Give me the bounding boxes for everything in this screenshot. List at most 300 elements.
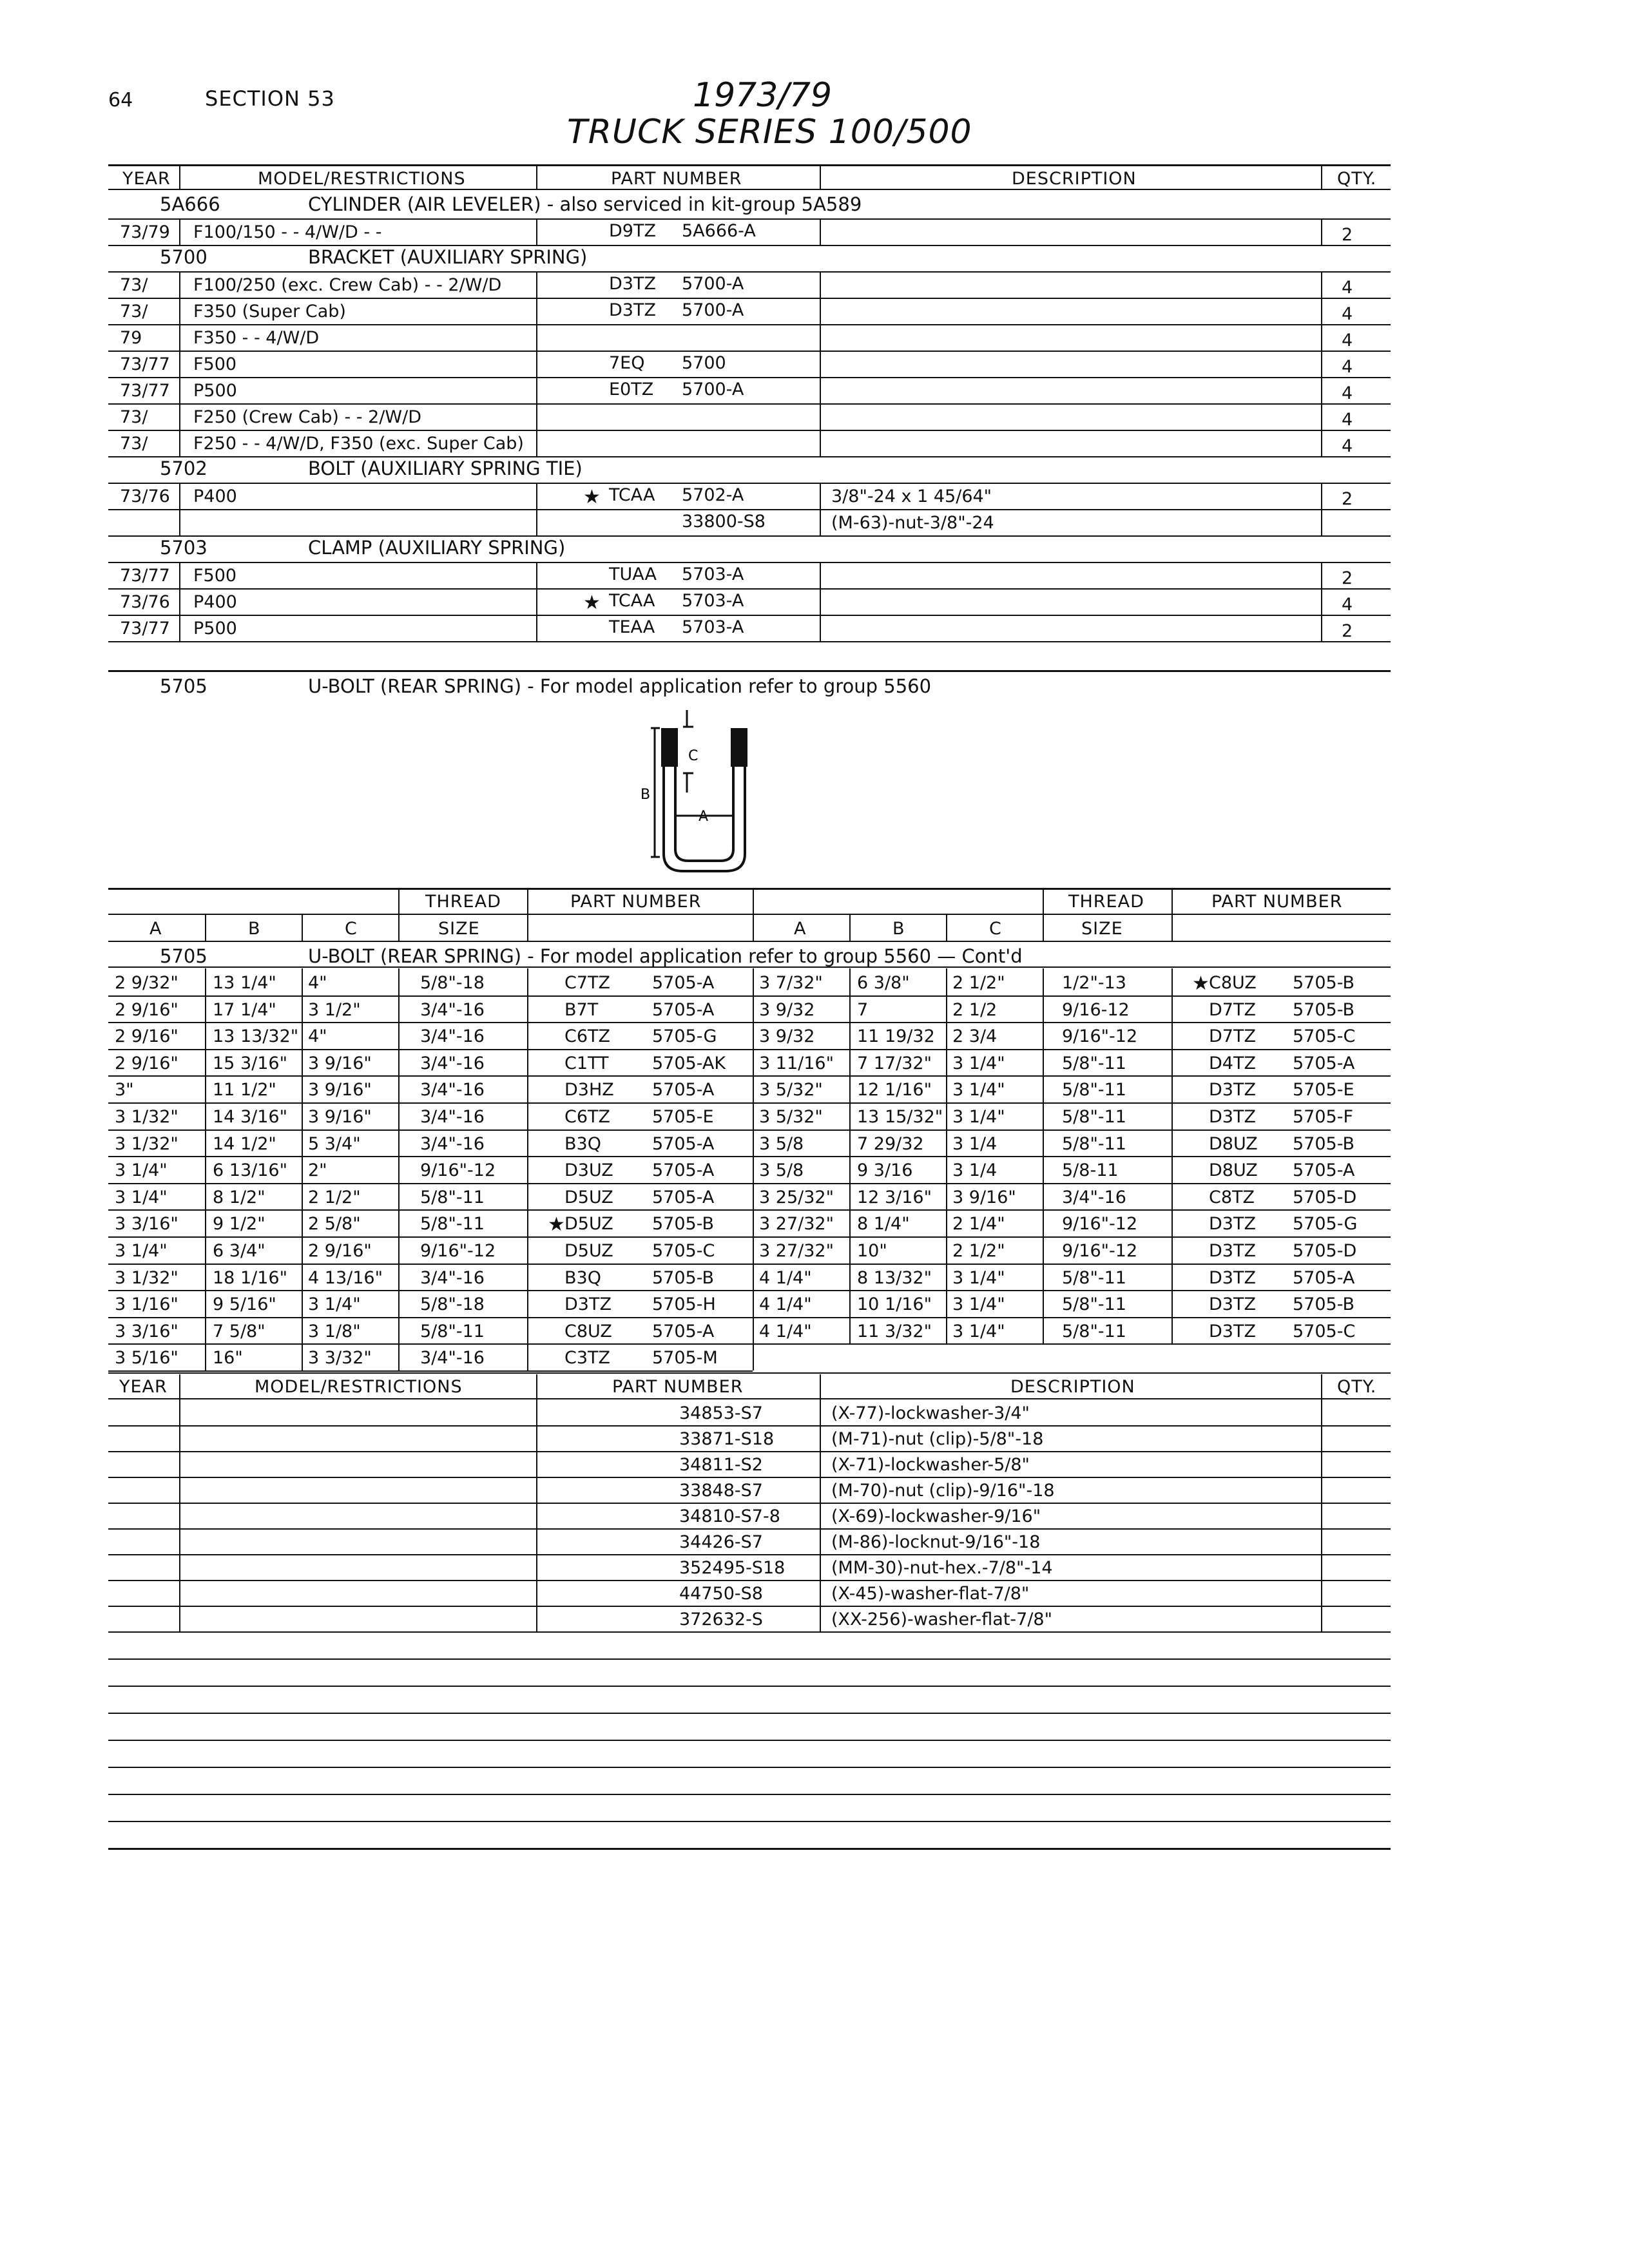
ubolt-cell-a2: 4 1/4" [759,1294,812,1314]
ubolt-cell-b2: 9 3/16 [857,1160,913,1180]
col-rule [1321,218,1322,245]
ubolt-cell-b: 6 13/16" [213,1160,287,1180]
ubolt-cell-n: 5705-A [652,1080,715,1100]
row-qty: 4 [1342,383,1353,403]
part-number-header-left: PART NUMBER [570,892,702,912]
ubolt-cell-a2: 3 9/32 [759,1000,815,1020]
ubolt-cell-b2: 13 15/32" [857,1107,943,1127]
row-rule [108,1631,1391,1633]
hw-description: (X-71)-lockwasher-5/8" [831,1455,1030,1475]
ubolt-cell-c: 3 1/2" [308,1000,361,1020]
col-rule [205,968,206,1370]
hw-part-number: 34426-S7 [679,1532,763,1552]
ubolt-cell-b2: 8 13/32" [857,1268,932,1288]
group-title: BOLT (AUXILIARY SPRING TIE) [308,457,583,479]
hw-part-number: 33871-S18 [679,1429,775,1449]
ubolt-cell-t2: 5/8"-11 [1062,1134,1126,1154]
row-rule [108,1606,1391,1607]
ubolt-cell-n2: 5705-B [1293,1294,1355,1314]
row-rule [108,271,1391,273]
ubolt-cell-t2: 5/8"-11 [1062,1268,1126,1288]
dim-label-c: C [688,748,699,764]
ubolt-cell-b2: 7 [857,1000,869,1020]
col-rule [536,562,537,641]
ubolt-cont-code: 5705 [160,945,207,967]
blank-rule [108,1767,1391,1768]
ubolt-cell-b: 11 1/2" [213,1080,276,1100]
row-rule [108,1264,1391,1265]
ubolt-cell-c2: 3 1/4 [952,1134,998,1154]
ubolt-cell-p2: D3TZ [1209,1214,1256,1234]
ubolt-cell-c2: 3 1/4" [952,1268,1005,1288]
col-rule [1321,562,1322,641]
group-code: 5A666 [160,193,220,215]
hw-description: (X-77)-lockwasher-3/4" [831,1403,1030,1423]
ubolt-cell-p: B3Q [564,1268,601,1288]
ubolt-cell-n2: 5705-D [1293,1187,1357,1207]
ubolt-cell-n: 5705-A [652,1160,715,1180]
ubolt-cell-b2: 12 1/16" [857,1080,932,1100]
row-year: 73/ [120,275,148,295]
ubolt-cell-p2: D3TZ [1209,1268,1256,1288]
ubolt-cell-n2: 5705-B [1293,973,1355,993]
ubolt-cell-a2: 3 9/32 [759,1026,815,1046]
row-model: P400 [193,486,237,506]
hw-col-header-part-number: PART NUMBER [612,1377,744,1397]
ubolt-cell-c2: 3 1/4" [952,1294,1005,1314]
ubolt-cell-a: 3 1/4" [115,1187,168,1207]
ubolt-cell-c: 2 9/16" [308,1241,372,1261]
col-rule [820,218,821,245]
ubolt-cell-t: 3/4"-16 [420,1053,485,1073]
row-rule [108,483,1391,484]
hw-part-number: 33848-S7 [679,1481,763,1501]
ubolt-cell-a2: 3 25/32" [759,1187,834,1207]
ubolt-cell-b: 18 1/16" [213,1268,287,1288]
ubolt-cell-p2: D3TZ [1209,1080,1256,1100]
row-year: 73/ [120,302,148,322]
ubolt-cell-a: 2 9/16" [115,1053,178,1073]
hw-part-number: 44750-S8 [679,1584,763,1604]
size-header-left: SIZE [438,919,480,939]
group-code: 5703 [160,537,207,559]
row-qty: 2 [1342,621,1353,641]
ubolt-cell-n2: 5705-D [1293,1241,1357,1261]
row-part-number: 5700 [682,353,726,373]
row-rule [108,430,1391,431]
ubolt-cell-b2: 10 1/16" [857,1294,932,1314]
ubolt-cell-p: C3TZ [564,1348,611,1368]
row-rule [108,1580,1391,1581]
section-label: SECTION 53 [205,86,335,111]
dim-label-a: A [699,809,709,825]
ubolt-cell-c2: 2 1/2 [952,1000,998,1020]
ubolt-cell-c2: 3 1/4" [952,1053,1005,1073]
ubolt-cell-n: 5705-A [652,1134,715,1154]
col-rule [536,1399,537,1631]
row-rule [108,298,1391,299]
ubolt-cell-n: 5705-AK [652,1053,726,1073]
ubolt-cell-t: 9/16"-12 [420,1241,496,1261]
ubolt-cell-a2: 4 1/4" [759,1268,812,1288]
ubolt-cell-p: C7TZ [564,973,611,993]
ubolt-cell-n: 5705-A [652,1000,715,1020]
group-code: 5700 [160,246,207,268]
ubolt-cell-c: 3 9/16" [308,1080,372,1100]
row-part-number: 5A666-A [682,221,756,241]
ubolt-cell-n: 5705-A [652,973,715,993]
ubolt-cell-b: 16" [213,1348,243,1368]
row-rule [108,588,1391,590]
ubolt-cell-a: 3" [115,1080,134,1100]
row-rule [108,324,1391,325]
ubolt-cell-p: C1TT [564,1053,609,1073]
row-part-prefix: TEAA [609,617,655,637]
ubolt-cell-t2: 1/2"-13 [1062,973,1126,993]
col-header-c-left: C [345,919,358,939]
row-part-number: 5703-A [682,617,744,637]
ubolt-cell-b: 14 1/2" [213,1134,276,1154]
row-year: 73/ [120,407,148,427]
ubolt-cell-p: D5UZ [564,1241,613,1261]
ubolt-cell-a: 2 9/16" [115,1026,178,1046]
col-rule [179,562,180,641]
col-rule [527,968,528,1370]
row-rule [108,1156,1391,1157]
col-rule [536,218,537,245]
ubolt-cell-t2: 5/8"-11 [1062,1321,1126,1341]
ubolt-cell-c2: 3 1/4" [952,1321,1005,1341]
ubolt-cell-c: 5 3/4" [308,1134,361,1154]
ubolt-cell-n: 5705-E [652,1107,714,1127]
row-rule [108,995,1391,997]
ubolt-cell-a2: 3 5/8 [759,1160,804,1180]
ubolt-cell-b: 7 5/8" [213,1321,265,1341]
ubolt-cell-a: 3 5/16" [115,1348,178,1368]
ubolt-cell-n2: 5705-E [1293,1080,1354,1100]
row-part-prefix: D3TZ [609,274,656,294]
ubolt-cell-p2: D8UZ [1209,1134,1258,1154]
ubolt-cell-c2: 3 1/4 [952,1160,998,1180]
row-rule [108,1425,1391,1427]
ubolt-cell-a2: 3 5/32" [759,1080,823,1100]
hw-col-header-qty: QTY. [1337,1377,1377,1397]
ubolt-cell-p2: D4TZ [1209,1053,1256,1073]
ubolt-cell-n2: 5705-F [1293,1107,1353,1127]
col-rule [1321,271,1322,456]
row-rule [108,1075,1391,1077]
ubolt-cell-p2: D7TZ [1209,1026,1256,1046]
row-qty: 4 [1342,410,1353,430]
ubolt-cell-p: B7T [564,1000,599,1020]
ubolt-cell-a: 3 1/32" [115,1107,178,1127]
ubolt-cell-n2: 5705-B [1293,1134,1355,1154]
ubolt-cell-t2: 3/4"-16 [1062,1187,1126,1207]
col-rule [398,968,400,1370]
hw-col-header-description: DESCRIPTION [1010,1377,1135,1397]
hw-part-number: 34853-S7 [679,1403,763,1423]
part-number-header-right: PART NUMBER [1211,892,1343,912]
ubolt-cell-t: 3/4"-16 [420,1348,485,1368]
row-rule [108,615,1391,616]
ubolt-cell-n: 5705-B [652,1268,715,1288]
ubolt-cell-n: 5705-H [652,1294,716,1314]
ubolt-cell-p2: D3TZ [1209,1294,1256,1314]
blank-rule [108,1713,1391,1714]
ubolt-cell-p2: C8UZ [1209,973,1257,993]
page-title: 1973/79 [693,76,833,115]
col-header-description: DESCRIPTION [1012,169,1137,189]
row-part-number: 5700-A [682,274,744,294]
blank-rule [108,1740,1391,1741]
col-rule [820,562,821,641]
row-rule [108,1451,1391,1452]
ubolt-cell-c: 3 1/8" [308,1321,361,1341]
ubolt-cell-c: 2 5/8" [308,1214,361,1234]
ubolt-cell-p: C6TZ [564,1026,611,1046]
ubolt-cell-p2: D8UZ [1209,1160,1258,1180]
ubolt-cell-a: 3 3/16" [115,1321,178,1341]
ubolt-cell-b: 15 3/16" [213,1053,287,1073]
ubolt-cell-p: B3Q [564,1134,601,1154]
ubolt-cell-c: 4" [308,973,327,993]
ubolt-cell-p: D3HZ [564,1080,614,1100]
ubolt-cell-t2: 9/16"-12 [1062,1026,1138,1046]
col-header-model: MODEL/RESTRICTIONS [258,169,466,189]
row-rule [108,1183,1391,1184]
ubolt-group-code: 5705 [160,675,207,697]
ubolt-cell-n2: 5705-A [1293,1160,1355,1180]
ubolt-cell-t: 5/8"-18 [420,1294,485,1314]
row-model: F500 [193,354,237,374]
ubolt-cell-t2: 9/16"-12 [1062,1214,1138,1234]
row-rule [108,1236,1391,1238]
ubolt-cell-t2: 5/8"-11 [1062,1080,1126,1100]
col-rule [820,271,821,456]
ubolt-cell-a2: 3 11/16" [759,1053,834,1073]
blank-rule [108,1686,1391,1687]
col-header-b-right: B [892,919,905,939]
ubolt-cell-n2: 5705-A [1293,1053,1355,1073]
group-title: BRACKET (AUXILIARY SPRING) [308,246,588,268]
row-part-prefix: E0TZ [609,380,654,399]
hw-part-number: 34811-S2 [679,1455,763,1475]
ubolt-cell-t: 5/8"-18 [420,973,485,993]
row-part-prefix: D9TZ [609,221,656,241]
ubolt-cell-c: 3 1/4" [308,1294,361,1314]
row-rule [108,351,1391,352]
ubolt-cell-b: 9 1/2" [213,1214,265,1234]
row-model: F500 [193,566,237,586]
row-rule [108,641,1391,642]
row-model: P400 [193,592,237,612]
dim-label-b: B [641,787,651,803]
ubolt-cell-t: 3/4"-16 [420,1268,485,1288]
ubolt-cell-c: 3 9/16" [308,1053,372,1073]
group-title: CLAMP (AUXILIARY SPRING) [308,537,566,559]
ubolt-cell-p: D5UZ [564,1187,613,1207]
ubolt-cell-c: 2 1/2" [308,1187,361,1207]
ubolt-cell-t2: 5/8"-11 [1062,1053,1126,1073]
ubolt-cell-b2: 6 3/8" [857,973,910,993]
row-year: 73/ [120,434,148,454]
ubolt-cell-a2: 3 27/32" [759,1241,834,1261]
page-number: 64 [108,89,133,111]
hw-description: (M-71)-nut (clip)-5/8"-18 [831,1429,1044,1449]
ubolt-cell-c: 4" [308,1026,327,1046]
ubolt-cell-b: 8 1/2" [213,1187,265,1207]
ubolt-cell-b2: 11 19/32 [857,1026,935,1046]
col-rule [1043,968,1044,1343]
ubolt-cell-t2: 5/8-11 [1062,1160,1119,1180]
row-year: 73/76 [120,486,170,506]
row-part-number: 5702-A [682,485,744,505]
ubolt-cell-c2: 2 3/4 [952,1026,998,1046]
ubolt-cell-b: 9 5/16" [213,1294,276,1314]
ubolt-diagram [631,709,786,876]
row-qty: 4 [1342,595,1353,615]
ubolt-cell-c2: 2 1/2" [952,973,1005,993]
col-rule [1321,1399,1322,1631]
ubolt-cell-t: 3/4"-16 [420,1080,485,1100]
ubolt-cell-t: 3/4"-16 [420,1107,485,1127]
hw-description: (M-70)-nut (clip)-9/16"-18 [831,1481,1055,1501]
ubolt-cell-t: 3/4"-16 [420,1000,485,1020]
hw-description: (MM-30)-nut-hex.-7/8"-14 [831,1558,1053,1578]
ubolt-cell-a: 3 1/4" [115,1160,168,1180]
ubolt-cell-b: 6 3/4" [213,1241,265,1261]
col-rule [753,968,754,1370]
ubolt-cell-t: 5/8"-11 [420,1214,485,1234]
row-rule [108,1477,1391,1478]
ubolt-cell-a2: 4 1/4" [759,1321,812,1341]
ubolt-cell-a: 2 9/32" [115,973,178,993]
hw-description: (M-86)-locknut-9/16"-18 [831,1532,1041,1552]
ubolt-cell-c2: 3 1/4" [952,1107,1005,1127]
ubolt-cell-a: 3 3/16" [115,1214,178,1234]
row-qty: 4 [1342,357,1353,377]
row-year: 73/76 [120,592,170,612]
row-rule [108,245,1391,246]
row-year: 73/77 [120,566,170,586]
blank-rule [108,1794,1391,1795]
row-rule [108,1290,1391,1291]
col-header-year: YEAR [122,169,171,189]
ubolt-cell-c: 3 3/32" [308,1348,372,1368]
ubolt-cell-n: 5705-A [652,1187,715,1207]
col-rule [1321,483,1322,535]
row-qty: 2 [1342,489,1353,509]
ubolt-cell-b2: 11 3/32" [857,1321,932,1341]
ubolt-cell-a2: 3 5/8 [759,1134,804,1154]
col-header-b-left: B [248,919,261,939]
star-icon: ★ [583,486,601,508]
row-part-number: 5703-A [682,591,744,611]
col-rule [946,968,947,1343]
row-model: F100/150 - - 4/W/D - - [193,222,382,242]
col-header-c-right: C [989,919,1002,939]
col-rule [849,968,851,1343]
ubolt-cell-t2: 5/8"-11 [1062,1294,1126,1314]
row-rule [108,403,1391,405]
hw-col-header-model: MODEL/RESTRICTIONS [255,1377,463,1397]
ubolt-cell-n: 5705-C [652,1241,715,1261]
row-model: P500 [193,381,237,401]
ubolt-cell-b: 17 1/4" [213,1000,276,1020]
row-rule [108,456,1391,457]
ubolt-cell-t: 3/4"-16 [420,1026,485,1046]
ubolt-cell-a: 3 1/4" [115,1241,168,1261]
page-bottom-rule [108,1848,1391,1850]
hw-description: (XX-256)-washer-flat-7/8" [831,1610,1053,1629]
col-rule [179,1399,180,1631]
ubolt-cell-p2: D3TZ [1209,1107,1256,1127]
hw-part-number: 372632-S [679,1610,763,1629]
blank-rule [108,1821,1391,1822]
ubolt-cell-n2: 5705-A [1293,1268,1355,1288]
row-rule [108,1503,1391,1504]
row-rule [108,535,1391,537]
group-title: CYLINDER (AIR LEVELER) - also serviced in kit-group 5A589 [308,193,862,215]
row-part-number: 33800-S8 [682,512,766,532]
ubolt-cell-p: C8UZ [564,1321,612,1341]
row-qty: 2 [1342,568,1353,588]
col-header-a-left: A [149,919,162,939]
row-part-prefix: 7EQ [609,353,645,373]
blank-rule [108,1658,1391,1660]
row-model: F100/250 (exc. Crew Cab) - - 2/W/D [193,275,502,295]
row-model: F350 (Super Cab) [193,302,346,322]
ubolt-cell-p: C6TZ [564,1107,611,1127]
ubolt-cell-t: 5/8"-11 [420,1321,485,1341]
row-qty: 4 [1342,331,1353,351]
ubolt-cell-p2: D3TZ [1209,1321,1256,1341]
row-part-number: 5703-A [682,564,744,584]
ubolt-cell-b2: 12 3/16" [857,1187,932,1207]
row-rule [108,562,1391,563]
ubolt-cell-n2: 5705-B [1293,1000,1355,1020]
hw-col-header-year: YEAR [119,1377,168,1397]
right-thread-fill [731,728,747,767]
ubolt-cont-title: U-BOLT (REAR SPRING) - For model application refer to group 5560 — Cont'd [308,945,1023,967]
ubolt-cell-t: 9/16"-12 [420,1160,496,1180]
row-part-prefix: D3TZ [609,300,656,320]
row-model: F250 - - 4/W/D, F350 (exc. Super Cab) [193,434,524,454]
thread-header-left: THREAD [425,892,501,912]
row-rule [108,1129,1391,1131]
ubolt-cell-t2: 9/16-12 [1062,1000,1130,1020]
ubolt-cell-b: 13 13/32" [213,1026,299,1046]
ubolt-cell-n: 5705-A [652,1321,715,1341]
group-code: 5702 [160,457,207,479]
row-rule [108,1554,1391,1555]
row-year: 79 [120,328,142,348]
row-rule [108,1528,1391,1530]
row-year: 73/79 [120,222,170,242]
ubolt-cell-p: D3UZ [564,1160,613,1180]
row-part-prefix: TUAA [609,564,657,584]
ubolt-cell-c2: 3 9/16" [952,1187,1016,1207]
ubolt-cell-b: 13 1/4" [213,973,276,993]
ubolt-cell-a: 3 1/32" [115,1268,178,1288]
hw-part-number: 34810-S7-8 [679,1506,780,1526]
col-rule [1171,968,1173,1343]
ubolt-cell-p2: C8TZ [1209,1187,1255,1207]
ubolt-cell-b2: 7 17/32" [857,1053,932,1073]
ubolt-cell-c2: 2 1/2" [952,1241,1005,1261]
page-subtitle: TRUCK SERIES 100/500 [567,113,972,151]
row-rule [108,509,1391,510]
